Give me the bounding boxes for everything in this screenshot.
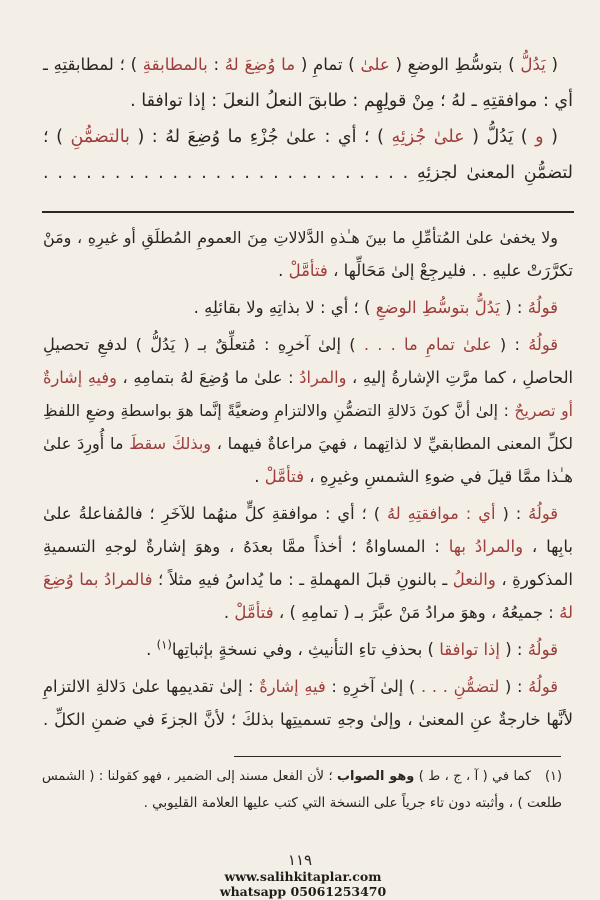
highlighted-term: فيهِ إشارةٌ <box>259 677 326 696</box>
text-line <box>43 497 573 530</box>
matn-paragraph <box>43 47 573 119</box>
watermark-contact: whatsapp 05061253470 <box>219 884 387 899</box>
commentary-paragraph <box>43 221 573 287</box>
highlighted-term: فالمرادُ بما وُضِعَ <box>43 570 153 589</box>
text-line <box>43 155 573 191</box>
bold-term: وهو الصواب <box>337 769 415 784</box>
highlighted-term: أو تصريحٌ <box>514 401 573 420</box>
footnote <box>42 764 562 816</box>
text-run: . <box>254 467 265 486</box>
text-line <box>43 394 573 427</box>
text-line <box>43 47 573 83</box>
highlighted-term: إذا توافقا <box>439 640 500 659</box>
highlighted-term: والمرادُ <box>299 368 347 387</box>
commentary-paragraph <box>43 291 573 324</box>
text-run: : ( <box>499 640 528 659</box>
text-run: ولا يخفىٰ علىٰ المُتأمِّلِ ما بينَ هـٰذهِ الدَّلالاتِ مِنَ العمومِ المُطلَقِ أو غيرِهِ ، ومَنْ <box>43 228 558 247</box>
text-run: : ( <box>491 335 529 354</box>
text-line <box>43 291 573 324</box>
highlighted-term: فتأمَّلْ <box>264 467 304 486</box>
matn-paragraph <box>43 119 573 191</box>
text-run: الحاصلِ ، كما مرَّتِ الإشارةُ إليهِ ، <box>346 368 574 387</box>
commentary-section <box>43 221 573 736</box>
highlighted-term: فتأمَّلْ <box>234 603 274 622</box>
commentary-paragraph <box>43 670 573 736</box>
text-run: : <box>207 55 225 74</box>
text-run: ) ؛ أي : علىٰ جُزْءِ ما وُضِعَ لهُ : ( <box>129 127 392 147</box>
text-run: بابِها ، <box>523 537 573 556</box>
text-run: : ( <box>495 504 529 523</box>
text-run: لأنَّها خارجةٌ عنِ المعنىٰ ، وإلىٰ وجهِ تسميتِها بذلكَ ؛ لأنَّ الجزءَ في ضمنِ الكلِّ . <box>43 710 573 729</box>
text-line <box>43 221 573 254</box>
highlighted-term: قولُهُ <box>527 298 558 317</box>
watermark-site: www.salihkitaplar.com <box>224 869 382 884</box>
text-line <box>43 670 573 703</box>
text-line <box>43 460 573 493</box>
text-run: ) بتوسُّطِ الوضعِ ( <box>389 55 521 74</box>
text-line <box>43 530 573 563</box>
highlighted-term: وفيهِ إشارةٌ <box>43 368 117 387</box>
text-run: : ( <box>499 677 529 696</box>
text-run: . <box>278 261 289 280</box>
highlighted-term: والنعلُ <box>452 570 496 589</box>
text-run: : جميعُهُ ، وهوَ مرادُ مَنْ عبَّرَ بـ ( تمامِهِ ) ، <box>273 603 560 622</box>
text-run: ) يَدُلُّ ( <box>464 127 536 147</box>
text-line <box>43 703 573 736</box>
text-run: ) ؛ أي : لا بذاتِهِ ولا بقائلِهِ . <box>193 298 376 317</box>
footnote-divider <box>234 756 561 757</box>
text-run: ؛ لأن الفعل مسند إلى الضمير ، فهو كقولنا : ( الشمس <box>42 769 338 784</box>
page-number: ١١٩ <box>287 851 313 869</box>
text-run: : ( <box>499 298 528 317</box>
text-run: المذكورةِ ، <box>495 570 573 589</box>
footnote-marker: (١) <box>545 769 562 784</box>
highlighted-term: ما وُضِعَ لهُ <box>224 55 296 74</box>
highlighted-term: يَدُلُّ <box>520 55 546 74</box>
highlighted-term: أي : موافقتِهِ لهُ <box>387 504 496 523</box>
text-run: ( <box>543 127 558 147</box>
highlighted-term: بالتضمُّنِ <box>70 127 130 147</box>
highlighted-term: وبذلكَ سقطَ <box>129 434 212 453</box>
text-run: : إلىٰ أنَّ كونَ دَلالةِ التضمُّنِ والالتزامِ وضعيَّةً إنَّما هوَ بواسطةِ وضعِ اللفظِ <box>43 401 515 420</box>
text-line <box>43 254 573 287</box>
text-run: هـٰذا ممَّا قيلَ في ضوءِ الشمسِ وغيرِهِ ، <box>304 467 573 486</box>
text-run: ) ؛ أي : موافقةِ كلٍّ منهُما للآخَرِ ؛ فالمُفاعلةُ علىٰ <box>43 504 388 523</box>
highlighted-term: والمرادُ بها <box>448 537 524 556</box>
text-run: : إلىٰ تقديمِها علىٰ دَلالةِ الالتزامِ <box>43 677 260 696</box>
highlighted-term: بالمطابقةِ <box>142 55 208 74</box>
text-run: تكرَّرَتْ عليهِ . . فليرجِعْ إلىٰ مَحَالِّها ، <box>327 261 573 280</box>
section-divider <box>42 211 574 213</box>
text-line <box>43 83 573 119</box>
text-run: ( <box>545 55 559 74</box>
text-run: . <box>146 640 157 659</box>
text-run: ما أُورِدَ علىٰ <box>43 434 130 453</box>
text-run: ) ؛ <box>43 127 71 147</box>
commentary-paragraph <box>43 328 573 493</box>
text-line <box>42 790 562 816</box>
text-run: ) ؛ لمطابقتِهِ ـ <box>43 55 143 74</box>
highlighted-term: علىٰ تمامِ ما . . . <box>363 335 492 354</box>
text-run: ) بحذفِ تاءِ التأنيثِ ، وفي نسخةٍ بإثباتِها <box>171 640 440 659</box>
watermark <box>0 869 600 899</box>
text-run: لكلِّ المعنى المطابقيِّ لا لذاتِهما ، فهيَ مراعاةٌ فيهما ، <box>211 434 574 453</box>
text-run: . <box>223 603 235 622</box>
text-run: كما في ( آ ، ج ، ط ) <box>414 769 531 784</box>
text-line <box>42 764 562 790</box>
text-run: طلعت ) ، وأثبته دون تاء جرياً على النسخة التي كتب عليها العلامة القليوبي . <box>143 795 562 811</box>
text-line <box>43 563 573 596</box>
text-line <box>43 427 573 460</box>
text-run: : علىٰ ما وُضِعَ لهُ بتمامِهِ ، <box>116 368 300 387</box>
highlighted-term: علىٰ جُزئِهِ <box>391 127 465 147</box>
text-line <box>43 119 573 155</box>
footnote-reference: (١) <box>156 637 172 652</box>
highlighted-term: و <box>535 127 544 147</box>
text-run: أي : موافقتِهِ ـ لهُ ؛ مِنْ قولِهِم : طابقَ النعلُ النعلَ : إذا توافقا . <box>130 91 573 111</box>
text-line <box>43 596 573 629</box>
highlighted-term: لتضمُّنِ . . . <box>421 677 500 696</box>
text-line <box>43 328 573 361</box>
highlighted-term: علىٰ <box>360 55 390 74</box>
text-line <box>43 633 573 666</box>
footnotes-section <box>42 764 562 816</box>
text-run: ) إلىٰ آخرِهِ : <box>325 677 422 696</box>
text-run: ) تمامِ ( <box>295 55 361 74</box>
text-run: ) إلىٰ آخرِهِ : مُتعلِّقٌ بـ ( يَدُلُّ ) لدفعِ تحصيلِ <box>43 335 364 354</box>
matn-section <box>43 47 573 191</box>
highlighted-term: قولُهُ <box>527 640 558 659</box>
text-run: لتضمُّنِ المعنىٰ لجزئِهِ . . . . . . . . . . . . . . . . . . . . . . . . . . <box>43 163 573 183</box>
highlighted-term: قولُهُ <box>528 335 559 354</box>
commentary-paragraph <box>43 497 573 629</box>
text-run: ـ بالنونِ قبلَ المهملةِ ـ : ما يُداسُ فيهِ مثلاً ؛ <box>152 570 453 589</box>
highlighted-term: فتأمَّلْ <box>288 261 328 280</box>
commentary-paragraph <box>43 633 573 666</box>
highlighted-term: قولُهُ <box>528 677 558 696</box>
highlighted-term: لهُ <box>559 603 573 622</box>
text-line <box>43 361 573 394</box>
highlighted-term: قولُهُ <box>528 504 558 523</box>
highlighted-term: يَدُلُّ بتوسُّطِ الوضعِ <box>375 298 500 317</box>
text-run: : المساواةُ ؛ أخذاً ممَّا بعدَهُ ، وهوَ إشارةٌ لوجهِ التسميةِ <box>43 537 449 556</box>
